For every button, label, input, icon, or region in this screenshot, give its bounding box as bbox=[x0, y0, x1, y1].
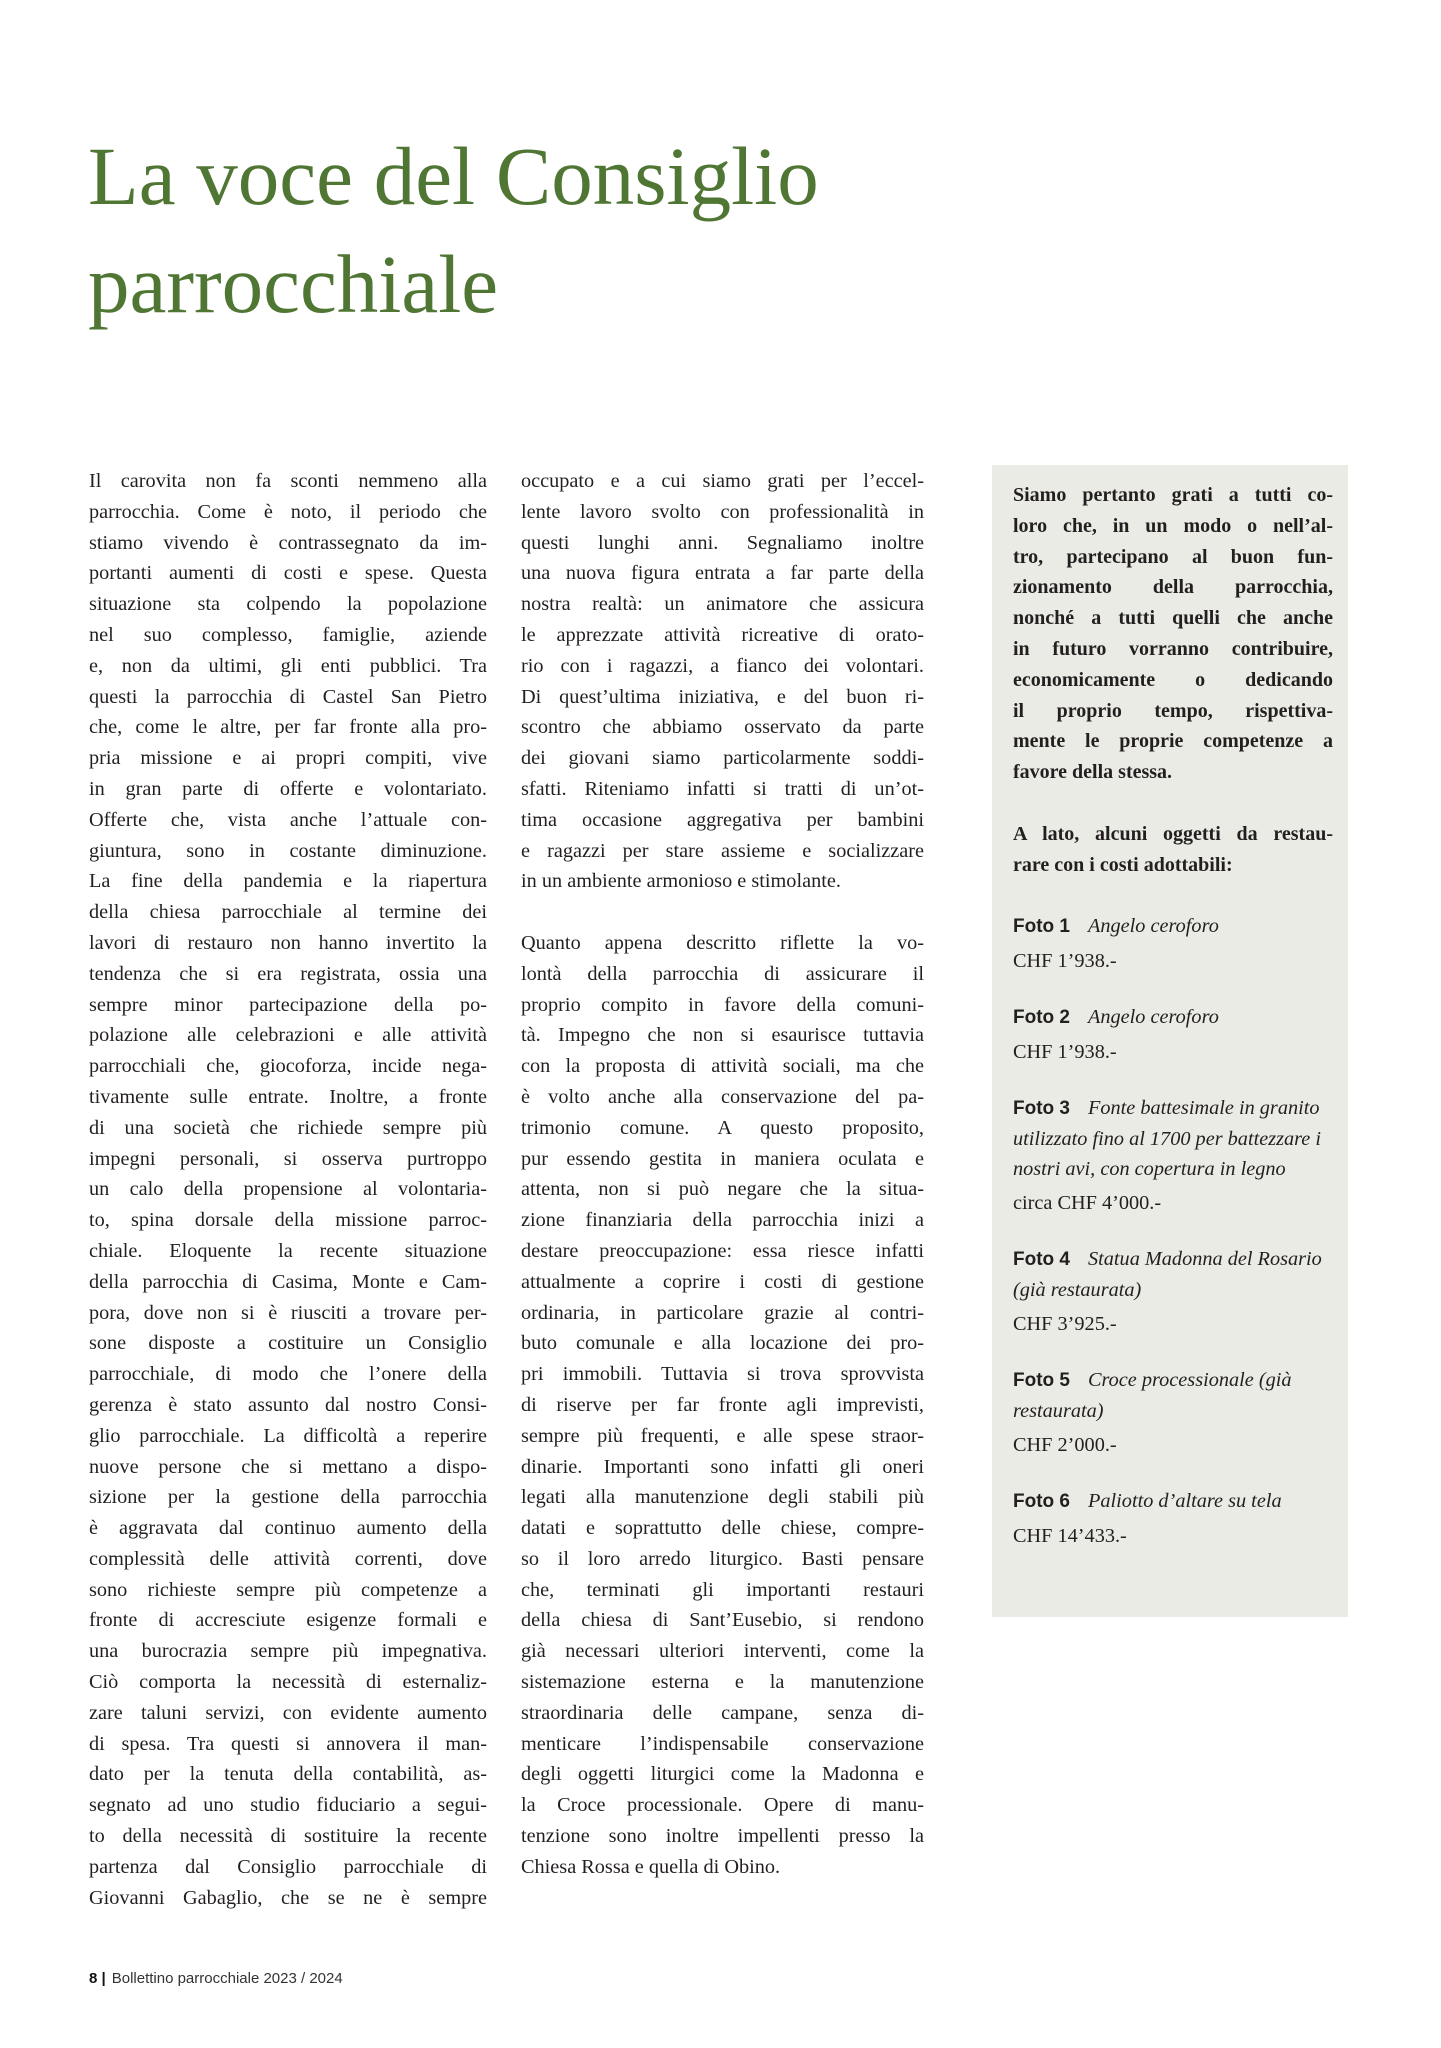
photo-item-heading bbox=[1013, 1244, 1333, 1305]
photo-description: Angelo ceroforo bbox=[1088, 915, 1219, 938]
text-line: to, spina dorsale della missione parroc- bbox=[89, 1209, 487, 1232]
photo-description: Croce processionale (già restaurata) bbox=[1013, 1369, 1292, 1423]
text-line: destare preoccupazione: essa riesce infatti bbox=[521, 1239, 924, 1262]
text-line: dinarie. Importanti sono infatti gli oneri bbox=[521, 1455, 924, 1478]
photo-price: CHF 2’000.- bbox=[1013, 1434, 1117, 1457]
text-line: A lato, alcuni oggetti da restau- bbox=[1013, 822, 1333, 845]
photo-label: Foto 4 bbox=[1013, 1249, 1070, 1271]
text-line: La fine della pandemia e la riapertura bbox=[89, 870, 487, 893]
photo-item-heading bbox=[1013, 911, 1333, 942]
photo-cost-item bbox=[1013, 1486, 1333, 1551]
text-line: segnato ad uno studio fiduciario a segui- bbox=[89, 1794, 487, 1817]
page-number: 8 | bbox=[89, 1970, 106, 1987]
text-line: dato per la tenuta della contabilità, as- bbox=[89, 1763, 487, 1786]
text-line: nuove persone che si mettano a dispo- bbox=[89, 1455, 487, 1478]
photo-item-heading bbox=[1013, 1365, 1333, 1426]
text-line: zione finanziaria della parrocchia inizi a bbox=[521, 1209, 924, 1232]
text-line: Siamo pertanto grati a tutti co- bbox=[1013, 484, 1333, 506]
text-line: polazione alle celebrazioni e alle attività bbox=[89, 1024, 487, 1047]
text-line: in gran parte di offerte e volontariato. bbox=[89, 777, 487, 800]
text-line: sfatti. Riteniamo infatti si tratti di un’ot- bbox=[521, 777, 924, 800]
text-line: datati e soprattutto delle chiese, compre- bbox=[521, 1517, 924, 1540]
text-line: questi la parrocchia di Castel San Pietro bbox=[89, 685, 487, 708]
text-line: dei giovani siamo particolarmente soddi- bbox=[521, 747, 924, 770]
text-line: in un ambiente armonioso e stimolante. bbox=[521, 870, 841, 893]
text-line: e ragazzi per stare assieme e socializzare bbox=[521, 839, 924, 862]
text-line: che, come le altre, per far fronte alla pro- bbox=[89, 716, 487, 739]
paragraph bbox=[89, 466, 487, 1913]
text-line: tima occasione aggregativa per bambini bbox=[521, 808, 924, 831]
paragraph bbox=[1013, 480, 1333, 788]
text-line: è aggravata dal continuo aumento della bbox=[89, 1517, 487, 1540]
photo-description: Statua Madonna del Rosario (già restaurata) bbox=[1013, 1248, 1322, 1302]
text-line: occupato e a cui siamo grati per l’eccel- bbox=[521, 470, 924, 492]
text-line: trimonio comune. A questo proposito, bbox=[521, 1116, 924, 1139]
text-line: un calo della propensione al volontaria- bbox=[89, 1178, 487, 1201]
text-line: mente le proprie competenze a bbox=[1013, 730, 1333, 753]
photo-description: Paliotto d’altare su tela bbox=[1088, 1490, 1282, 1513]
photo-cost-item bbox=[1013, 911, 1333, 976]
text-line: pora, dove non si è riusciti a trovare per- bbox=[89, 1301, 487, 1324]
text-line: ordinaria, in particolare grazie al contri- bbox=[521, 1301, 924, 1324]
text-line: zionamento della parrocchia, bbox=[1013, 576, 1333, 599]
text-line: parrocchiale, di modo che l’onere della bbox=[89, 1363, 487, 1386]
paragraph bbox=[1013, 819, 1333, 881]
text-line: lavori di restauro non hanno invertito la bbox=[89, 931, 487, 954]
text-line: in futuro vorranno contribuire, bbox=[1013, 637, 1333, 660]
text-line: loro che, in un modo o nell’al- bbox=[1013, 514, 1333, 537]
text-line: menticare l’indispensabile conservazione bbox=[521, 1732, 924, 1755]
photo-label: Foto 5 bbox=[1013, 1370, 1070, 1392]
photo-item-heading bbox=[1013, 1486, 1333, 1517]
photo-price: circa CHF 4’000.- bbox=[1013, 1192, 1162, 1215]
text-line: Ciò comporta la necessità di esternaliz- bbox=[89, 1671, 487, 1694]
text-line: complessità delle attività correnti, dove bbox=[89, 1547, 487, 1570]
text-line: parrocchiali che, giocoforza, incide nega- bbox=[89, 1055, 487, 1078]
page-title-line-1: La voce del Consiglio bbox=[88, 130, 819, 222]
text-line: che, terminati gli importanti restauri bbox=[521, 1578, 924, 1601]
text-line: attenta, non si può negare che la situa- bbox=[521, 1178, 924, 1201]
text-line: partenza dal Consiglio parrocchiale di bbox=[89, 1855, 487, 1878]
text-line: della parrocchia di Casima, Monte e Cam- bbox=[89, 1270, 487, 1293]
text-line: di una società che richiede sempre più bbox=[89, 1116, 487, 1139]
sidebar-box bbox=[992, 465, 1348, 1617]
text-line: una nuova figura entrata a far parte della bbox=[521, 562, 924, 585]
text-line: Il carovita non fa sconti nemmeno alla bbox=[89, 470, 487, 492]
text-line: to della necessità di sostituire la recente bbox=[89, 1825, 487, 1848]
text-line: so il loro arredo liturgico. Basti pensare bbox=[521, 1547, 924, 1570]
text-line: e, non da ultimi, gli enti pubblici. Tra bbox=[89, 654, 487, 677]
text-line: rio con i ragazzi, a fianco dei volontari. bbox=[521, 654, 924, 677]
text-line: Giovanni Gabaglio, che se ne è sempre bbox=[89, 1886, 487, 1909]
text-line: la Croce processionale. Opere di manu- bbox=[521, 1794, 924, 1817]
text-line: legati alla manutenzione degli stabili più bbox=[521, 1486, 924, 1509]
text-line: proprio compito in favore della comuni- bbox=[521, 993, 924, 1016]
text-line: stiamo vivendo è contrassegnato da im- bbox=[89, 531, 487, 554]
page-title bbox=[88, 122, 819, 338]
text-line: di riserve per far fronte agli imprevisti, bbox=[521, 1393, 924, 1416]
text-line: sempre più frequenti, e alle spese straor- bbox=[521, 1424, 924, 1447]
paragraph bbox=[521, 466, 924, 897]
text-line: tenzione sono inoltre impellenti presso la bbox=[521, 1825, 924, 1848]
photo-item-heading bbox=[1013, 1093, 1333, 1184]
text-line: parrocchia. Come è noto, il periodo che bbox=[89, 500, 487, 523]
text-line: tivamente sulle entrate. Inoltre, a fronte bbox=[89, 1085, 487, 1108]
text-line: glio parrocchiale. La difficoltà a reperire bbox=[89, 1424, 487, 1447]
text-line: è volto anche alla conservazione del pa- bbox=[521, 1085, 924, 1108]
text-line: lente lavoro svolto con professionalità in bbox=[521, 500, 924, 523]
page-footer bbox=[89, 1970, 343, 1987]
text-line: tà. Impegno che non si esaurisce tuttavia bbox=[521, 1024, 924, 1047]
text-line: sizione per la gestione della parrocchia bbox=[89, 1486, 487, 1509]
photo-label: Foto 6 bbox=[1013, 1491, 1070, 1513]
photo-price: CHF 14’433.- bbox=[1013, 1525, 1127, 1548]
text-line: portanti aumenti di costi e spese. Questa bbox=[89, 562, 487, 585]
publication-name: Bollettino parrocchiale 2023 / 2024 bbox=[111, 1970, 343, 1987]
photo-description: Fonte battesimale in granito utilizzato fino al 1700 per battezzare i nostri avi, con copertura in legno bbox=[1013, 1097, 1321, 1181]
text-line: questi lunghi anni. Segnaliamo inoltre bbox=[521, 531, 924, 554]
text-line: buto comunale e alla locazione dei pro- bbox=[521, 1332, 924, 1355]
body-column-1 bbox=[89, 466, 487, 1944]
page-title-line-2: parrocchiale bbox=[88, 238, 499, 330]
photo-description: Angelo ceroforo bbox=[1088, 1006, 1219, 1029]
photo-label: Foto 3 bbox=[1013, 1098, 1070, 1120]
text-line: chiale. Eloquente la recente situazione bbox=[89, 1239, 487, 1262]
text-line: con la proposta di attività sociali, ma che bbox=[521, 1055, 924, 1078]
photo-cost-item bbox=[1013, 1365, 1333, 1460]
photo-item-heading bbox=[1013, 1002, 1333, 1033]
text-line: tendenza che si era registrata, ossia una bbox=[89, 962, 487, 985]
text-line: Di quest’ultima iniziativa, e del buon ri- bbox=[521, 685, 924, 708]
text-line: scontro che abbiamo osservato da parte bbox=[521, 716, 924, 739]
text-line: attualmente a coprire i costi di gestione bbox=[521, 1270, 924, 1293]
text-line: lontà della parrocchia di assicurare il bbox=[521, 962, 924, 985]
text-line: nel suo complesso, famiglie, aziende bbox=[89, 623, 487, 646]
photo-price: CHF 1’938.- bbox=[1013, 950, 1117, 973]
text-line: una burocrazia sempre più impegnativa. bbox=[89, 1640, 487, 1663]
text-line: della chiesa di Sant’Eusebio, si rendono bbox=[521, 1609, 924, 1632]
text-line: nostra realtà: un animatore che assicura bbox=[521, 593, 924, 616]
photo-label: Foto 1 bbox=[1013, 916, 1070, 938]
photo-price: CHF 1’938.- bbox=[1013, 1041, 1117, 1064]
text-line: nonché a tutti quelli che anche bbox=[1013, 607, 1333, 630]
text-line: giuntura, sono in costante diminuzione. bbox=[89, 839, 487, 862]
text-line: gerenza è stato assunto dal nostro Consi- bbox=[89, 1393, 487, 1416]
text-line: il proprio tempo, rispettiva- bbox=[1013, 699, 1333, 722]
text-line: sistemazione esterna e la manutenzione bbox=[521, 1671, 924, 1694]
text-line: fronte di accresciute esigenze formali e bbox=[89, 1609, 487, 1632]
text-line: pri immobili. Tuttavia si trova sprovvista bbox=[521, 1363, 924, 1386]
photo-label: Foto 2 bbox=[1013, 1007, 1070, 1029]
text-line: della chiesa parrocchiale al termine dei bbox=[89, 901, 487, 924]
text-line: straordinaria delle campane, senza di- bbox=[521, 1701, 924, 1724]
paragraph bbox=[521, 928, 924, 1883]
text-line: le apprezzate attività ricreative di orato- bbox=[521, 623, 924, 646]
photo-cost-item bbox=[1013, 1093, 1333, 1218]
text-line: favore della stessa. bbox=[1013, 761, 1173, 784]
text-line: impegni personali, si osserva purtroppo bbox=[89, 1147, 487, 1170]
text-line: zare taluni servizi, con evidente aumento bbox=[89, 1701, 487, 1724]
sidebar-intro bbox=[1013, 480, 1333, 880]
text-line: sone disposte a costituire un Consiglio bbox=[89, 1332, 487, 1355]
text-line: situazione sta colpendo la popolazione bbox=[89, 593, 487, 616]
text-line: Chiesa Rossa e quella di Obino. bbox=[521, 1855, 781, 1878]
text-line: economicamente o dedicando bbox=[1013, 668, 1333, 691]
body-column-2 bbox=[521, 466, 924, 1913]
text-line: sono richieste sempre più competenze a bbox=[89, 1578, 487, 1601]
text-line: degli oggetti liturgici come la Madonna e bbox=[521, 1763, 924, 1786]
text-line: pria missione e ai propri compiti, vive bbox=[89, 747, 487, 770]
photo-cost-item bbox=[1013, 1244, 1333, 1339]
text-line: pur essendo gestita in maniera oculata e bbox=[521, 1147, 924, 1170]
text-line: Quanto appena descritto riflette la vo- bbox=[521, 931, 924, 954]
text-line: rare con i costi adottabili: bbox=[1013, 853, 1233, 876]
text-line: tro, partecipano al buon fun- bbox=[1013, 545, 1333, 568]
photo-cost-list bbox=[1013, 911, 1333, 1551]
text-line: già necessari ulteriori interventi, come la bbox=[521, 1640, 924, 1663]
text-line: di spesa. Tra questi si annovera il man- bbox=[89, 1732, 487, 1755]
text-line: Offerte che, vista anche l’attuale con- bbox=[89, 808, 487, 831]
text-line: sempre minor partecipazione della po- bbox=[89, 993, 487, 1016]
photo-cost-item bbox=[1013, 1002, 1333, 1067]
photo-price: CHF 3’925.- bbox=[1013, 1313, 1117, 1336]
